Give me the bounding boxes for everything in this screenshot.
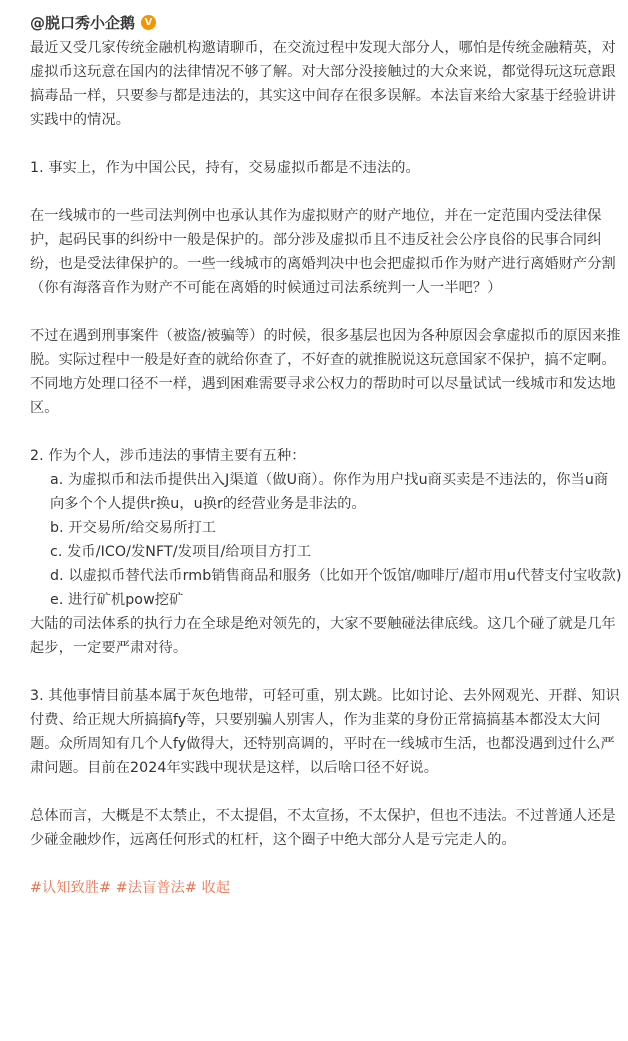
post-header [30,8,156,36]
summary-paragraph: 总体而言，大概是不太禁止，不太提倡，不太宣扬，不太保护，但也不违法。不过普通人还是少碰金融炒作，远离任何形式的杠杆，这个圈子中绝大部分人是亏完走人的。 [30,808,616,848]
point-2-warning: 大陆的司法体系的执行力在全球是绝对领先的，大家不要触碰法律底线。这几个碰了就是几年起步，一定要严肃对待。 [30,616,616,656]
hashtag-link[interactable]: #认知致胜# [30,880,112,896]
post-content [30,36,622,900]
hashtag-link[interactable]: #法盲普法# [115,880,197,896]
point-1-detail: 在一线城市的一些司法判例中也承认其作为虚拟财产的财产地位，并在一定范围内受法律保护，起码民事的纠纷中一般是保护的。部分涉及虚拟币且不违反社会公序良俗的民事合同纠纷，也是受法律保护的。一些一线城市的离婚判决中也会把虚拟币作为财产进行离婚财产分割（你有海落音作为财产不可能在离婚的时候通过司法系统判一人一半吧？） [30,208,616,296]
author-name[interactable]: @脱口秀小企鹅 [30,13,136,32]
point-3-paragraph: 3. 其他事情目前基本属于灰色地带，可轻可重，别太跳。比如讨论、去外网观光、开群、知识付费、给正规大所搞搞fy等，只要别骗人别害人，作为韭菜的身份正常搞搞基本都没太大问题。众所周知有几个人fy做得大，还特别高调的，平时在一线城市生活，也都没遇到过什么严肃问题。目前在2024年实践中现状是这样，以后啥口径不好说。 [30,688,620,776]
point-2-item-d: d. 以虚拟币替代法币rmb销售商品和服务（比如开个饭馆/咖啡厅/超市用u代替支付宝收款) [50,568,622,584]
intro-paragraph: 最近又受几家传统金融机构邀请聊币，在交流过程中发现大部分人，哪怕是传统金融精英，对虚拟币这玩意在国内的法律情况不够了解。对大部分没接触过的大众来说，都觉得玩这玩意跟搞毒品一样，只要参与都是违法的，其实这中间存在很多误解。本法盲来给大家基于经验讲讲实践中的情况。 [30,40,616,128]
verified-badge-icon: V [141,15,156,30]
point-2-item-a: a. 为虚拟币和法币提供出入J渠道（做U商）。你作为用户找u商买卖是不违法的，你当u商向多个个人提供r换u，u换r的经营业务是非法的。 [50,472,609,512]
point-2-item-e: e. 进行矿机pow挖矿 [50,592,184,608]
collapse-button[interactable]: 收起 [201,880,231,896]
point-2-item-c: c. 发币/ICO/发NFT/发项目/给项目方打工 [50,544,312,560]
point-2-item-b: b. 开交易所/给交易所打工 [50,520,217,536]
point-1-heading: 1. 事实上，作为中国公民，持有，交易虚拟币都是不违法的。 [30,160,420,176]
tags-row [30,876,622,900]
point-1-criminal: 不过在遇到刑事案件（被盗/被骗等）的时候，很多基层也因为各种原因会拿虚拟币的原因来推脱。实际过程中一般是好查的就给你查了，不好查的就推脱说这玩意国家不保护，搞不定啊。不同地方处理口径不一样，遇到困难需要寻求公权力的帮助时可以尽量试试一线城市和发达地区。 [30,328,621,416]
point-2-heading: 2. 作为个人，涉币违法的事情主要有五种： [30,448,306,464]
